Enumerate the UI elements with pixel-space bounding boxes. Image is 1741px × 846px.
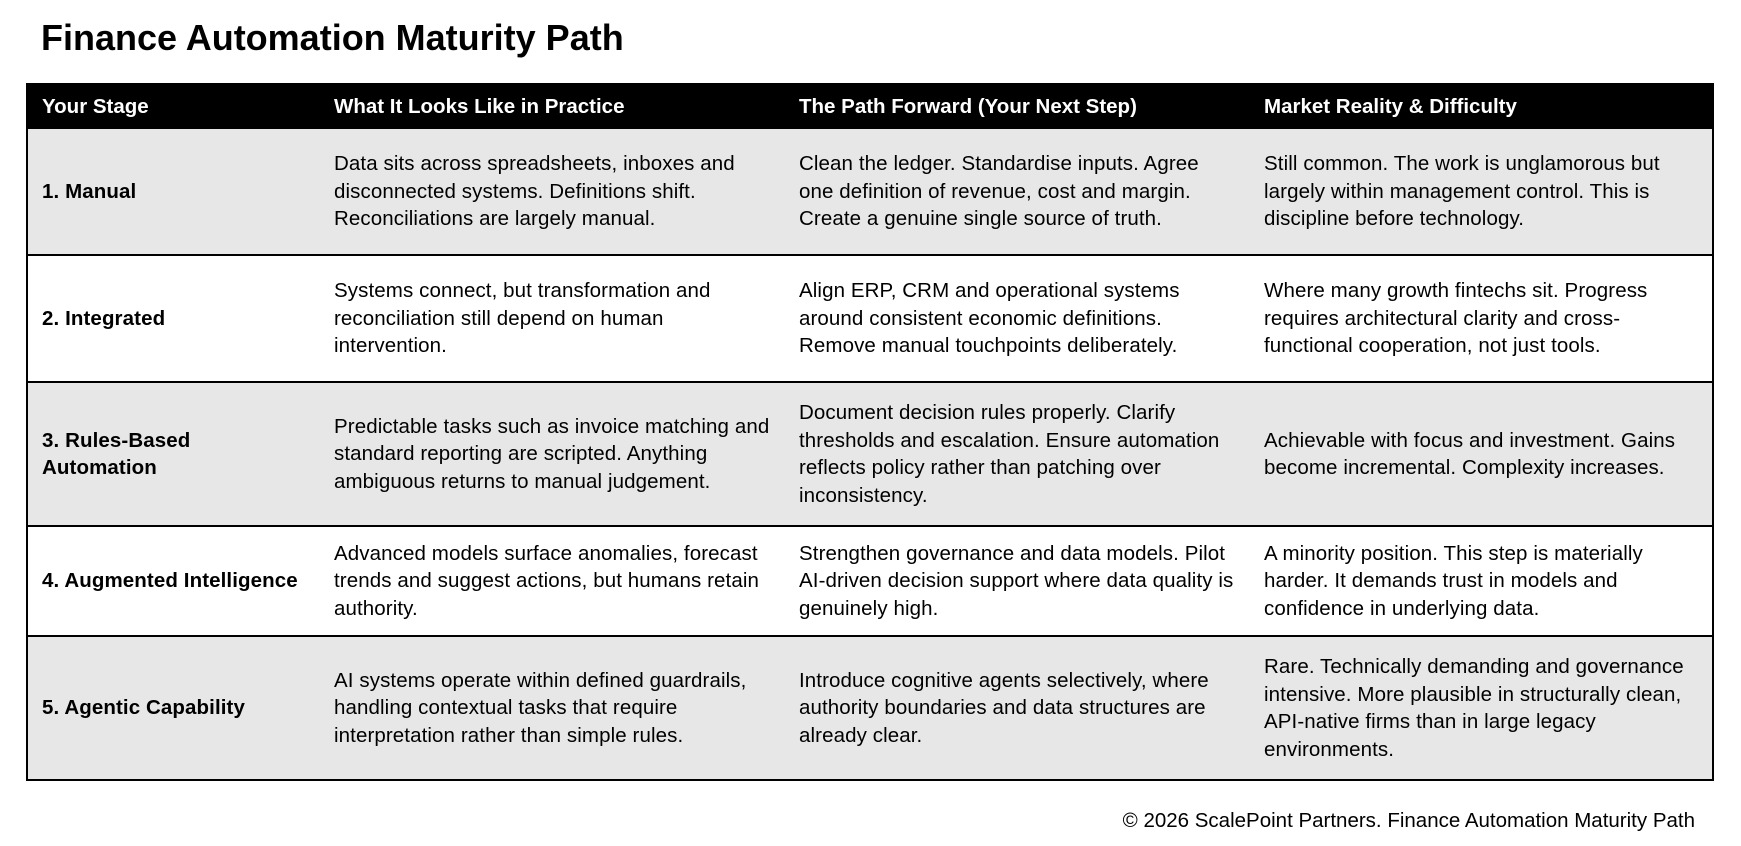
stage-cell: 5. Agentic Capability bbox=[28, 636, 320, 779]
stage-cell: 4. Augmented Intelligence bbox=[28, 526, 320, 636]
reality-cell: Achievable with focus and investment. Gains become incremental. Complexity increases. bbox=[1250, 382, 1712, 526]
practice-cell: Data sits across spreadsheets, inboxes and disconnected systems. Definitions shift. Reconciliations are largely manual. bbox=[320, 129, 785, 255]
header-your-stage: Your Stage bbox=[28, 85, 320, 129]
table-body bbox=[28, 129, 1712, 779]
table-row bbox=[28, 526, 1712, 636]
next-step-cell: Introduce cognitive agents selectively, where authority boundaries and data structures are already clear. bbox=[785, 636, 1250, 779]
copyright-footer: © 2026 ScalePoint Partners. Finance Automation Maturity Path bbox=[1122, 809, 1695, 832]
practice-cell: Predictable tasks such as invoice matching and standard reporting are scripted. Anything ambiguous returns to manual judgement. bbox=[320, 382, 785, 526]
practice-cell: Systems connect, but transformation and reconciliation still depend on human intervention. bbox=[320, 255, 785, 382]
reality-cell: A minority position. This step is materially harder. It demands trust in models and confidence in underlying data. bbox=[1250, 526, 1712, 636]
header-row bbox=[28, 85, 1712, 129]
reality-cell: Where many growth fintechs sit. Progress requires architectural clarity and cross-functional cooperation, not just tools. bbox=[1250, 255, 1712, 382]
stage-cell: 3. Rules-Based Automation bbox=[28, 382, 320, 526]
practice-cell: Advanced models surface anomalies, forecast trends and suggest actions, but humans retain authority. bbox=[320, 526, 785, 636]
next-step-cell: Strengthen governance and data models. Pilot AI-driven decision support where data quality is genuinely high. bbox=[785, 526, 1250, 636]
table-row bbox=[28, 255, 1712, 382]
maturity-table-grid bbox=[28, 85, 1712, 779]
table-row bbox=[28, 382, 1712, 526]
header-path-forward: The Path Forward (Your Next Step) bbox=[785, 85, 1250, 129]
page-title: Finance Automation Maturity Path bbox=[41, 17, 624, 58]
stage-cell: 2. Integrated bbox=[28, 255, 320, 382]
maturity-table bbox=[26, 83, 1714, 781]
next-step-cell: Align ERP, CRM and operational systems around consistent economic definitions. Remove manual touchpoints deliberately. bbox=[785, 255, 1250, 382]
practice-cell: AI systems operate within defined guardrails, handling contextual tasks that require interpretation rather than simple rules. bbox=[320, 636, 785, 779]
table-row bbox=[28, 129, 1712, 255]
table-header bbox=[28, 85, 1712, 129]
next-step-cell: Clean the ledger. Standardise inputs. Agree one definition of revenue, cost and margin. Create a genuine single source of truth. bbox=[785, 129, 1250, 255]
next-step-cell: Document decision rules properly. Clarify thresholds and escalation. Ensure automation reflects policy rather than patching over inconsistency. bbox=[785, 382, 1250, 526]
stage-cell: 1. Manual bbox=[28, 129, 320, 255]
header-practice: What It Looks Like in Practice bbox=[320, 85, 785, 129]
table-row bbox=[28, 636, 1712, 779]
reality-cell: Rare. Technically demanding and governance intensive. More plausible in structurally clean, API-native firms than in large legacy environments. bbox=[1250, 636, 1712, 779]
reality-cell: Still common. The work is unglamorous but largely within management control. This is discipline before technology. bbox=[1250, 129, 1712, 255]
header-market-reality: Market Reality & Difficulty bbox=[1250, 85, 1712, 129]
